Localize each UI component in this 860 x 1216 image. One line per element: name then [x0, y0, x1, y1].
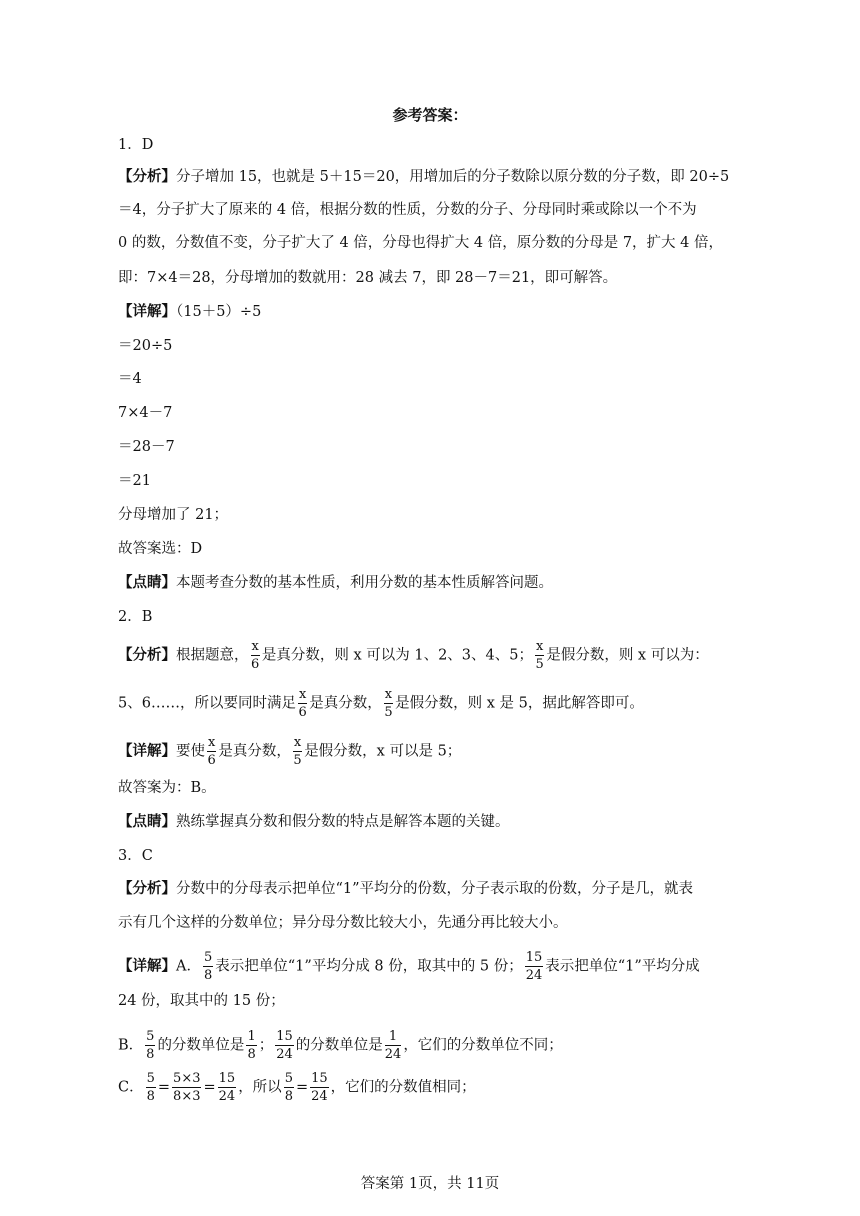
denominator: 24 [218, 1089, 236, 1104]
fraction-5-over-8 [203, 951, 213, 982]
numerator: x [251, 639, 259, 654]
fraction-x-over-5 [293, 736, 302, 767]
detail-tag: 【详解】 [118, 742, 176, 760]
numerator: x [208, 735, 216, 750]
q3-detail-c [118, 1072, 476, 1103]
text-seg: 表示把单位“1”平均分成 8 份，取其中的 5 份； [215, 958, 523, 975]
q3-detail-b [118, 1030, 563, 1061]
denominator: 8×3 [173, 1089, 201, 1104]
denominator: 6 [298, 705, 307, 720]
detail-tag: 【详解】 [118, 957, 176, 975]
numerator: x [293, 735, 302, 750]
numerator: x [384, 687, 393, 702]
text-seg: 根据题意， [176, 647, 249, 664]
fraction-x-over-5 [535, 640, 544, 671]
denominator: 5 [535, 657, 544, 672]
text-seg: C． [118, 1079, 144, 1096]
q2-choice: 故答案为：B。 [118, 780, 216, 796]
fraction-x-over-6 [207, 736, 216, 767]
q3-detail-a-cont: 24 份，取其中的 15 份； [118, 993, 285, 1009]
denominator: 8 [146, 1089, 155, 1104]
q1-analysis-line-3: 0 的数，分数值不变，分子扩大了 4 倍，分母也得扩大 4 倍，原分数的分母是 7，扩大 4 倍， [118, 235, 723, 251]
fraction-x-over-6 [298, 688, 307, 719]
page-title: 参考答案： [392, 106, 468, 124]
q1-step-5: ＝21 [118, 473, 151, 489]
fraction-15-over-24 [525, 951, 544, 982]
numerator: 1 [247, 1029, 256, 1044]
q1-step-3: 7×4－7 [118, 405, 173, 421]
q1-step-2: ＝4 [118, 371, 142, 387]
fraction-1-over-24 [385, 1030, 402, 1061]
q1-step-1: ＝20÷5 [118, 338, 173, 354]
q1-detail-line-1 [118, 302, 261, 322]
text-seg: 要使 [176, 743, 205, 760]
text-seg: 是真分数，则 x 可以为 1、2、3、4、5； [261, 647, 533, 664]
denominator: 24 [525, 968, 543, 983]
numerator: 15 [525, 950, 543, 965]
text-seg: 的分数单位是 [157, 1037, 245, 1054]
fraction-15-over-24 [275, 1030, 294, 1061]
denominator: 8 [146, 1047, 155, 1062]
fraction-15-over-24 [310, 1072, 329, 1103]
equals-sign: = [157, 1079, 171, 1096]
q1-step-4: ＝28－7 [118, 439, 175, 455]
numerator: 5 [146, 1029, 155, 1044]
fraction-5-over-8 [145, 1030, 155, 1061]
numerator: 5 [146, 1071, 155, 1086]
text-seg: 是假分数，则 x 是 5，据此解答即可。 [395, 695, 644, 712]
denominator: 24 [311, 1089, 328, 1104]
page-footer: 答案第 1页，共 11页 [360, 1176, 500, 1192]
denominator: 6 [251, 657, 260, 672]
q2-analysis-line-2 [118, 688, 644, 719]
q3-answer: 3．C [118, 848, 153, 864]
analysis-tag: 【分析】 [118, 646, 176, 664]
analysis-tag: 【分析】 [118, 168, 176, 185]
text-seg: A． [176, 958, 201, 975]
numerator: 5 [203, 950, 213, 965]
numerator: 15 [311, 1071, 328, 1086]
fraction-x-over-5 [384, 688, 393, 719]
text-seg: ； [258, 1037, 274, 1054]
analysis-text: 分数中的分母表示把单位“1”平均分的份数，分子表示取的份数，分子是几，就表 [176, 881, 694, 897]
denominator: 8 [284, 1089, 293, 1104]
equals-sign: = [295, 1079, 309, 1096]
text-seg: ，它们的分数值相同； [330, 1079, 476, 1096]
comment-text: 熟练掌握真分数和假分数的特点是解答本题的关键。 [176, 814, 510, 830]
detail-text: （15＋5）÷5 [176, 304, 262, 320]
text-seg: B． [118, 1037, 144, 1054]
q1-answer: 1．D [118, 137, 154, 153]
numerator: 5×3 [173, 1071, 201, 1086]
numerator: x [298, 687, 307, 702]
text-seg: 5、6……，所以要同时满足 [118, 695, 296, 712]
denominator: 8 [247, 1047, 256, 1062]
text-seg: 是假分数，x 可以是 5； [304, 743, 462, 760]
denominator: 6 [207, 753, 216, 768]
numerator: 1 [385, 1030, 402, 1046]
fraction-1-over-8 [246, 1030, 256, 1061]
q1-analysis-line-4: 即：7×4＝28，分母增加的数就用：28 减去 7，即 28－7＝21，即可解答。 [118, 270, 618, 286]
comment-tag: 【点睛】 [118, 574, 176, 591]
q1-analysis-line-1 [118, 167, 729, 187]
q2-comment [118, 812, 510, 832]
q3-analysis-line-2: 示有几个这样的分数单位；异分母分数比较大小，先通分再比较大小。 [118, 915, 568, 931]
denominator: 5 [293, 753, 302, 768]
q2-answer: 2．B [118, 609, 153, 625]
equals-sign: = [203, 1079, 216, 1096]
fraction-5-over-8 [284, 1072, 294, 1103]
comment-tag: 【点睛】 [118, 813, 176, 830]
q3-detail-a [118, 951, 700, 982]
q3-analysis-line-1 [118, 879, 693, 899]
text-seg: 是真分数， [218, 743, 291, 760]
text-seg: ，它们的分数单位不同； [403, 1037, 563, 1054]
comment-text: 本题考查分数的基本性质，利用分数的基本性质解答问题。 [176, 575, 553, 591]
q2-analysis-line-1 [118, 640, 709, 671]
text-seg: 表示把单位“1”平均分成 [545, 958, 700, 975]
fraction-5-over-8 [146, 1072, 156, 1103]
numerator: 15 [218, 1071, 236, 1086]
fraction-x-over-6 [251, 640, 260, 671]
fraction-5x3-over-8x3 [172, 1072, 201, 1103]
fraction-15-over-24 [218, 1072, 237, 1103]
text-seg: 是真分数， [309, 695, 382, 712]
denominator: 24 [276, 1047, 293, 1062]
q1-result: 分母增加了 21； [118, 507, 229, 523]
text-seg: ，所以 [238, 1079, 282, 1096]
denominator: 8 [203, 968, 213, 983]
numerator: x [535, 639, 544, 654]
detail-tag: 【详解】 [118, 303, 176, 320]
denominator: 5 [384, 705, 393, 720]
q1-comment [118, 573, 553, 593]
text-seg: 的分数单位是 [295, 1037, 383, 1054]
numerator: 15 [276, 1029, 293, 1044]
analysis-tag: 【分析】 [118, 880, 176, 897]
q1-choice: 故答案选：D [118, 541, 203, 557]
q2-detail [118, 736, 461, 767]
analysis-text: 分子增加 15，也就是 5＋15＝20，用增加后的分子数除以原分数的分子数，即 20÷5 [176, 169, 730, 185]
numerator: 5 [284, 1071, 293, 1086]
denominator: 24 [384, 1047, 402, 1062]
q1-analysis-line-2: ＝4，分子扩大了原来的 4 倍，根据分数的性质，分数的分子、分母同时乘或除以一个不为 [118, 202, 697, 218]
text-seg: 是假分数，则 x 可以为： [546, 647, 709, 664]
